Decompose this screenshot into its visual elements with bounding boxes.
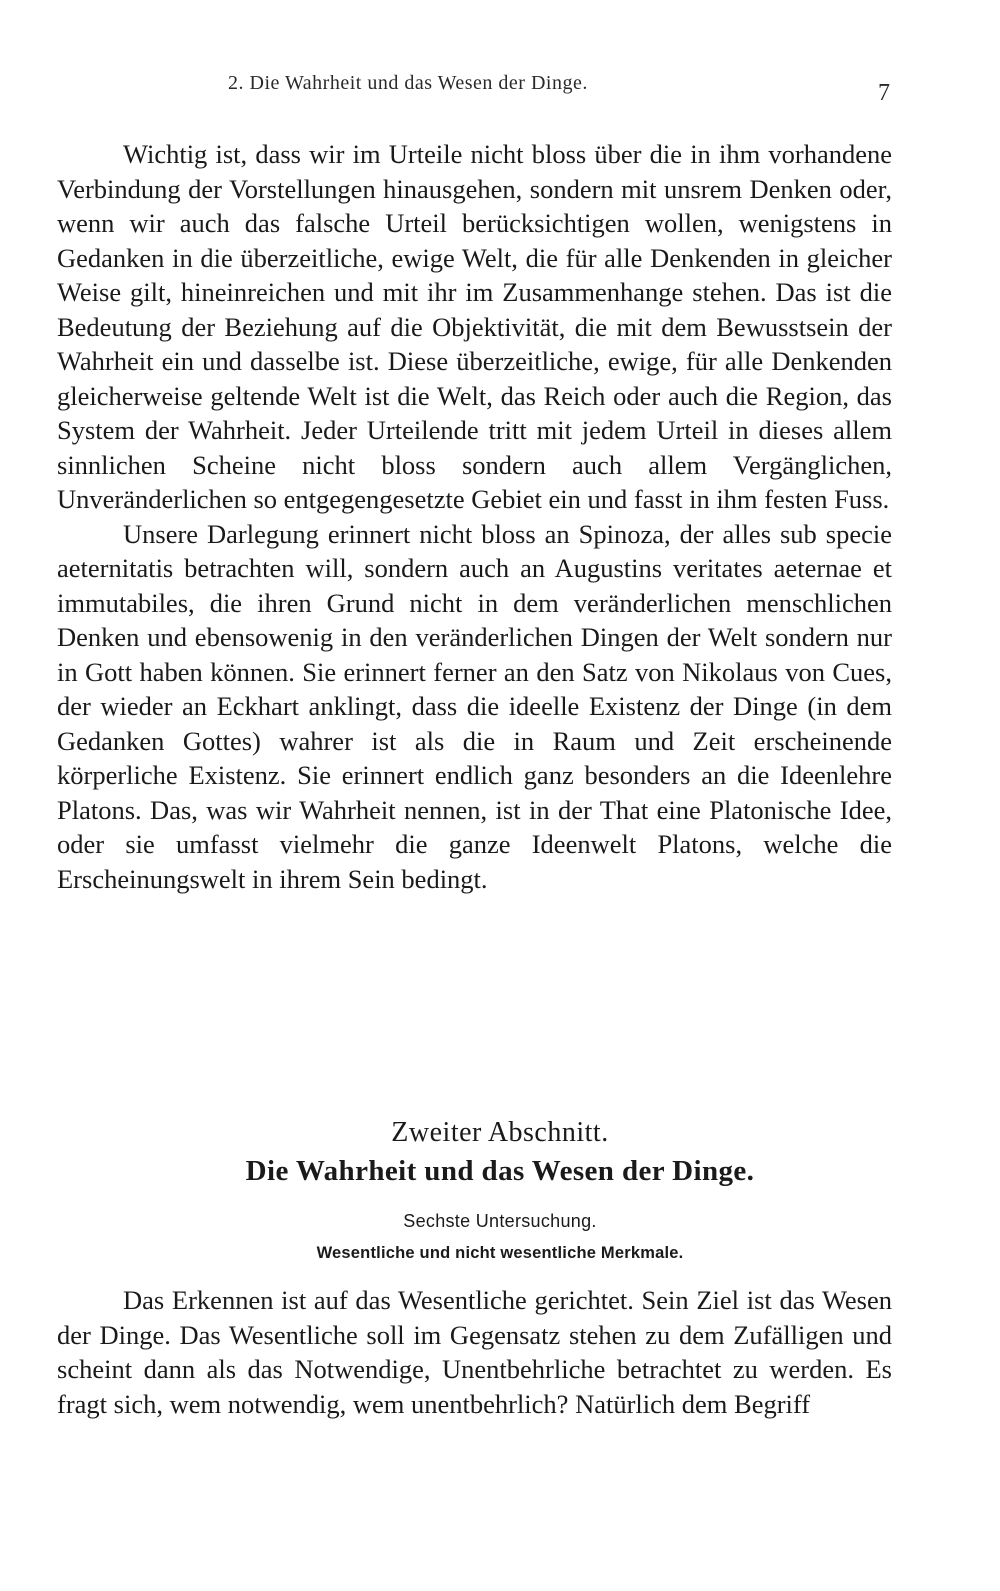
- body-text-section-two: [57, 1283, 892, 1421]
- body-text-section-one: [57, 137, 892, 896]
- running-head: 2. Die Wahrheit und das Wesen der Dinge.: [228, 72, 588, 94]
- paragraph: Das Erkennen ist auf das Wesentliche gerichtet. Sein Ziel ist das Wesen der Dinge. Das Wesentliche soll im Gegensatz stehen zu dem Zufälligen und scheint dann als das Notwendige, Unentbehrliche betrachtet zu werden. Es fragt sich, wem notwendig, wem unentbehrlich? Natürlich dem Begriff: [57, 1285, 892, 1419]
- section-title: Die Wahrheit und das Wesen der Dinge.: [245, 1155, 755, 1187]
- subsection-label: Sechste Untersuchung.: [403, 1211, 597, 1231]
- subsection-title: Wesentliche und nicht wesentliche Merkmale.: [316, 1244, 684, 1262]
- paragraph: Unsere Darlegung erinnert nicht bloss an Spinoza, der alles sub specie aeternitatis betrachten will, sondern auch an Augustins veritates aeternae et immutabiles, die ihren Grund nicht in dem veränderlichen menschlichen Denken und ebensowenig in den veränderlichen Dingen der Welt sondern nur in Gott haben können. Sie erinnert ferner an den Satz von Nikolaus von Cues, der wieder an Eckhart anklingt, dass die ideelle Existenz der Dinge (in dem Gedanken Gottes) wahrer ist als die in Raum und Zeit erscheinende körperliche Existenz. Sie erinnert endlich ganz besonders an die Ideenlehre Platons. Das, was wir Wahrheit nennen, ist in der That eine Platonische Idee, oder sie umfasst vielmehr die ganze Ideenwelt Platons, welche die Erscheinungswelt in ihrem Sein bedingt.: [57, 518, 892, 894]
- section-label: Zweiter Abschnitt.: [391, 1117, 609, 1148]
- page-number: 7: [878, 80, 890, 106]
- paragraph: Wichtig ist, dass wir im Urteile nicht bloss über die in ihm vorhandene Verbindung der Vorstellungen hinausgehen, sondern mit unsrem Denken oder, wenn wir auch das falsche Urteil berücksichtigen wollen, wenigstens in Gedanken in die überzeitliche, ewige Welt, die für alle Denkenden in gleicher Weise gilt, hineinreichen und mit ihr im Zusammenhange stehen. Das ist die Bedeutung der Beziehung auf die Objektivität, die mit dem Bewusstsein der Wahrheit ein und dasselbe ist. Diese überzeitliche, ewige, für alle Denkenden gleicherweise geltende Welt ist die Welt, das Reich oder auch die Region, das System der Wahrheit. Jeder Urteilende tritt mit jedem Urteil in dieses allem sinnlichen Scheine nicht bloss sondern auch allem Vergänglichen, Unveränderlichen so entgegengesetzte Gebiet ein und fasst in ihm festen Fuss.: [57, 139, 892, 514]
